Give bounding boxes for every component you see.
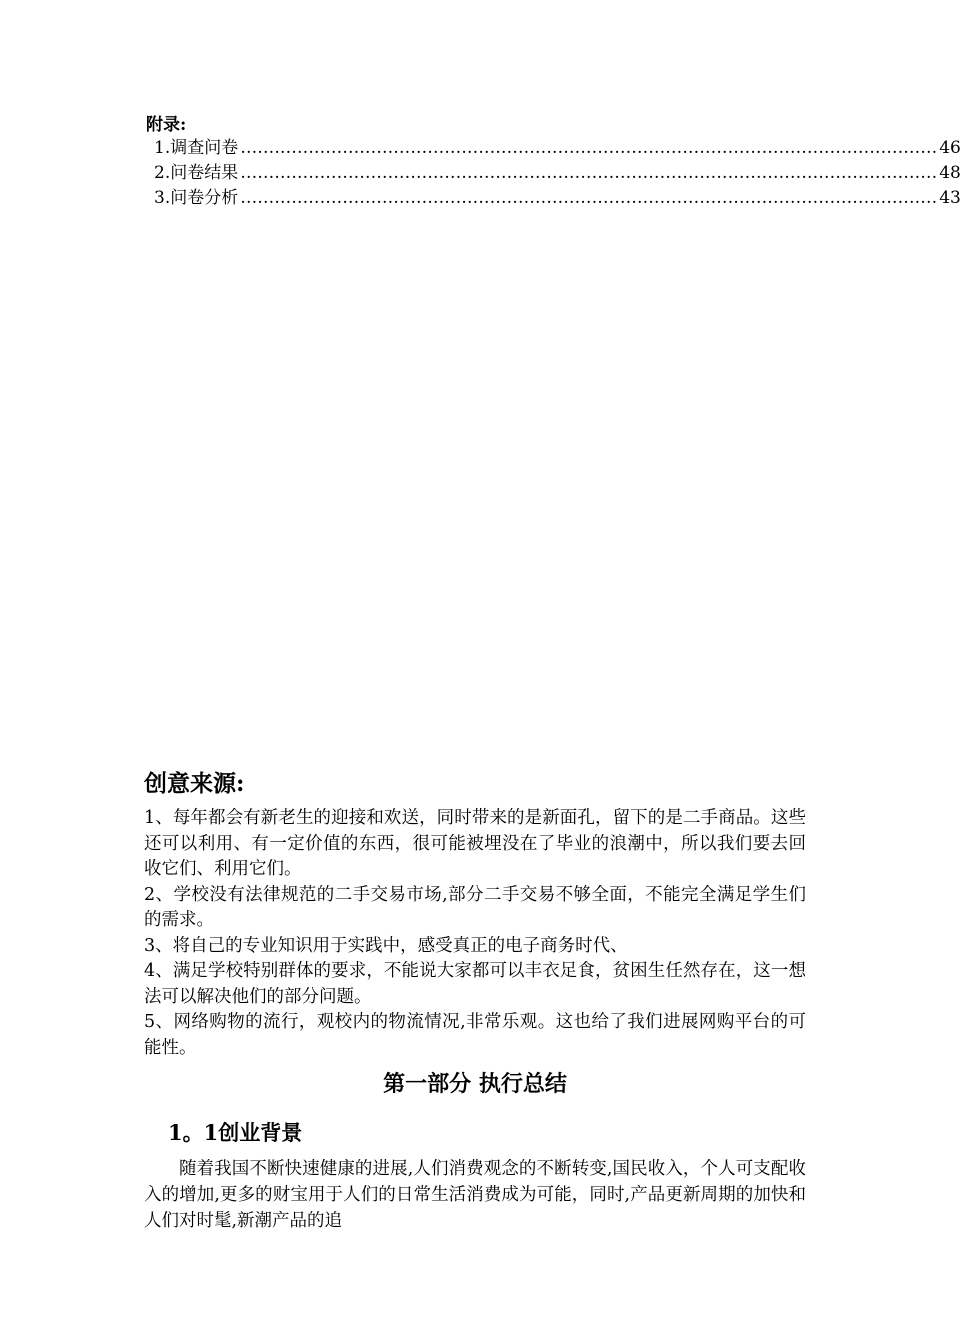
toc-entry-number: 2. — [154, 163, 171, 183]
toc-entry-page: 43 — [939, 188, 961, 208]
appendix-section — [146, 114, 961, 211]
ideas-section — [144, 766, 806, 1061]
toc-entry-number: 1. — [154, 138, 171, 158]
idea-item: 2、学校没有法律规范的二手交易市场,部分二手交易不够全面，不能完全满足学生们的需求。 — [144, 884, 806, 930]
ideas-title: 创意来源: — [144, 770, 245, 797]
idea-item: 1、每年都会有新老生的迎接和欢送，同时带来的是新面孔，留下的是二手商品。这些还可以利用、有一定价值的东西，很可能被埋没在了毕业的浪潮中，所以我们要去回收它们、利用它们。 — [144, 808, 806, 879]
toc-entry-label: 问卷结果 — [170, 163, 239, 183]
part-title: 第一部分 执行总结 — [383, 1071, 567, 1097]
toc-entry-label: 问卷分析 — [170, 188, 239, 208]
toc-entry — [146, 186, 961, 211]
toc-entry-label: 调查问卷 — [170, 138, 239, 158]
toc-entry-leader: …………………………………………………………………………………………………………… — [240, 163, 938, 183]
ideas-list — [144, 806, 806, 1061]
section-title: 1。1创业背景 — [168, 1120, 303, 1145]
idea-item: 4、满足学校特别群体的要求，不能说大家都可以丰衣足食，贫困生任然存在，这一想法可以解决他们的部分问题。 — [144, 961, 806, 1007]
toc-entry — [146, 136, 961, 161]
idea-item: 5、网络购物的流行，观校内的物流情况,非常乐观。这也给了我们进展网购平台的可能性。 — [144, 1012, 806, 1058]
section-paragraph: 随着我国不断快速健康的进展,人们消费观念的不断转变,国民收入，个人可支配收入的增加,更多的财宝用于人们的日常生活消费成为可能，同时,产品更新周期的加快和人们对时髦,新潮产品的追 — [144, 1159, 806, 1231]
toc-entry-number: 3. — [154, 188, 171, 208]
toc-entry — [146, 161, 961, 186]
toc-entry-page: 48 — [939, 163, 961, 183]
toc-entry-leader: …………………………………………………………………………………………………………… — [240, 188, 938, 208]
appendix-title: 附录: — [146, 115, 187, 135]
toc-entry-page: 46 — [939, 138, 961, 158]
idea-item: 3、将自己的专业知识用于实践中，感受真正的电子商务时代、 — [144, 935, 628, 956]
toc-entry-leader: …………………………………………………………………………………………………………… — [240, 138, 938, 158]
